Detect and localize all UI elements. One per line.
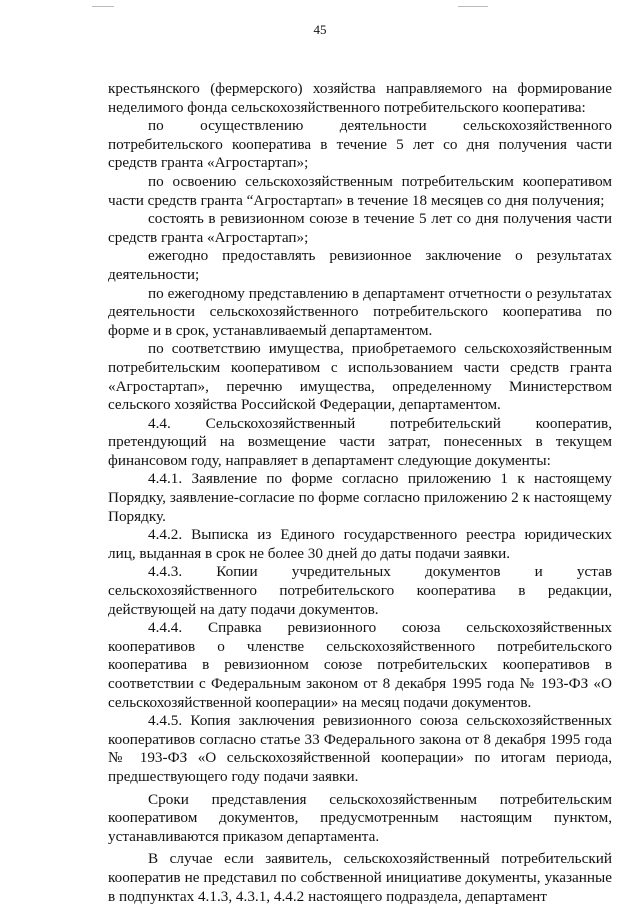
paragraph: 4.4.5. Копия заключения ревизионного союза сельскохозяйственных кооперативов согласно статье 33 Федерального закона от 8 декабря 1995 года № 193-ФЗ «О сельскохозяйственной кооперации» по итогам периода, предшествующего году подачи заявки. xyxy=(108,712,612,785)
paragraph: 4.4.4. Справка ревизионного союза сельскохозяйственных кооперативов о членстве сельскохозяйственного потребительского кооператива в ревизионном союзе потребительских кооперативов в соответствии с Федеральным законом от 8 декабря 1995 года № 193-ФЗ «О сельскохозяйственной кооперации» на месяц подачи документов. xyxy=(108,619,612,711)
scan-artifact xyxy=(92,6,114,7)
section-heading-paragraph: 4.4. Сельскохозяйственный потребительский кооператив, претендующий на возмещение части затрат, понесенных в текущем финансовом году, направляет в департамент следующие документы: xyxy=(108,414,612,469)
paragraph: Сроки представления сельскохозяйственным потребительским кооперативом документов, предусмотренным настоящим пунктом, устанавливаются приказом департамента. xyxy=(108,790,612,845)
paragraph: 4.4.2. Выписка из Единого государственного реестра юридических лиц, выданная в срок не более 30 дней до даты подачи заявки. xyxy=(108,526,612,562)
document-body xyxy=(108,80,612,906)
scan-artifact xyxy=(458,6,488,7)
paragraph: крестьянского (фермерского) хозяйства направляемого на формирование неделимого фонда сельскохозяйственного потребительского кооператива: xyxy=(108,80,612,116)
paragraph: 4.4.1. Заявление по форме согласно приложению 1 к настоящему Порядку, заявление-согласие по форме согласно приложению 2 к настоящему Порядку. xyxy=(108,470,612,525)
paragraph: В случае если заявитель, сельскохозяйственный потребительский кооператив не представил по собственной инициативе документы, указанные в подпунктах 4.1.3, 4.3.1, 4.4.2 настоящего подраздела, департамент xyxy=(108,850,612,905)
paragraph: по соответствию имущества, приобретаемого сельскохозяйственным потребительским кооперативом с использованием части средств гранта «Агростартап», перечню имущества, определенному Министерством сельского хозяйства Российской Федерации, департаментом. xyxy=(108,340,612,414)
paragraph: ежегодно предоставлять ревизионное заключение о результатах деятельности; xyxy=(108,247,612,283)
page-number: 45 xyxy=(313,22,327,37)
paragraph: 4.4.3. Копии учредительных документов и устав сельскохозяйственного потребительского кооператива в редакции, действующей на дату подачи документов. xyxy=(108,563,612,618)
paragraph: состоять в ревизионном союзе в течение 5 лет со дня получения части средств гранта «Агростартап»; xyxy=(108,210,612,246)
paragraph: по ежегодному представлению в департамент отчетности о результатах деятельности сельскохозяйственного потребительского кооператива по форме и в срок, устанавливаемый департаментом. xyxy=(108,284,612,339)
paragraph: по осуществлению деятельности сельскохозяйственного потребительского кооператива в течение 5 лет со дня получения части средств гранта «Агростартап»; xyxy=(108,117,612,172)
paragraph: по освоению сельскохозяйственным потребительским кооперативом части средств гранта “Агростартап» в течение 18 месяцев со дня получения; xyxy=(108,172,612,209)
